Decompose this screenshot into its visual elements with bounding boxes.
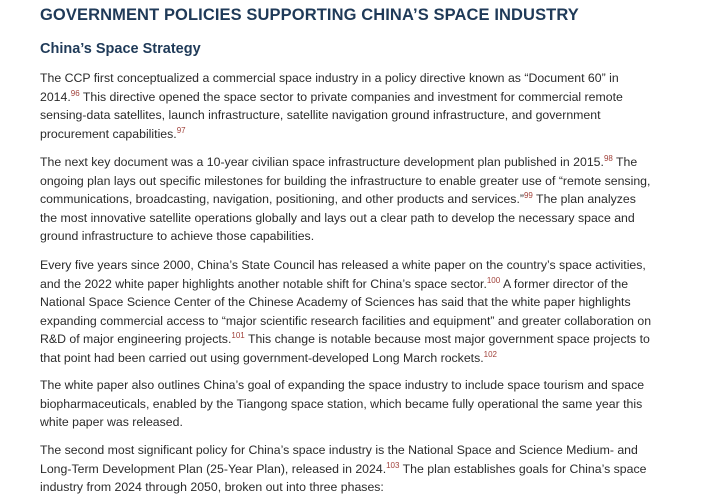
text-segment: industry from 2024 through 2050, broken out into three phases: bbox=[40, 480, 384, 495]
section-heading: GOVERNMENT POLICIES SUPPORTING CHINA’S SPACE INDUSTRY bbox=[40, 6, 579, 24]
text-segment: A former director of the bbox=[500, 276, 629, 291]
footnote-ref[interactable]: 102 bbox=[483, 349, 498, 359]
text-segment: This change is notable because most major government space projects to bbox=[244, 332, 650, 347]
text-segment: This directive opened the space sector to private companies and investment for commercial remote bbox=[79, 89, 623, 104]
text-segment: and the 2022 white paper highlights another notable shift for China’s space sector. bbox=[40, 276, 487, 291]
paragraph-3 bbox=[40, 256, 712, 368]
text-line bbox=[40, 376, 712, 395]
text-segment: National Space Science Center of the Chinese Academy of Sciences has said that the white paper highlights bbox=[40, 295, 631, 310]
text-line bbox=[40, 125, 712, 144]
text-segment: ongoing plan lays out specific milestones for building the infrastructure to enable greater use of “remote sensing, bbox=[40, 173, 651, 188]
text-line bbox=[40, 395, 712, 414]
text-segment: The second most significant policy for China’s space industry is the National Space and Science Medium- and bbox=[40, 443, 638, 457]
text-segment: 2014. bbox=[40, 89, 71, 104]
text-line bbox=[40, 153, 712, 172]
text-line bbox=[40, 190, 712, 209]
subsection-heading: China’s Space Strategy bbox=[40, 41, 201, 57]
text-segment: procurement capabilities. bbox=[40, 126, 177, 141]
text-segment: that point had been carried out using government-developed Long March rockets. bbox=[40, 350, 484, 365]
text-segment: white paper was released. bbox=[40, 415, 183, 430]
text-segment: The next key document was a 10-year civilian space infrastructure development plan published in 2015. bbox=[40, 155, 604, 169]
text-line bbox=[40, 256, 712, 275]
text-segment: expanding commercial access to “major scientific research facilities and equipment” and greater collaboration on bbox=[40, 313, 652, 328]
text-line bbox=[40, 172, 712, 191]
text-line bbox=[40, 349, 712, 368]
footnote-ref[interactable]: 100 bbox=[486, 275, 501, 285]
text-line bbox=[40, 88, 712, 107]
footnote-ref[interactable]: 98 bbox=[603, 154, 613, 163]
text-segment: The bbox=[612, 155, 638, 169]
text-segment: The CCP first conceptualized a commercial space industry in a policy directive known as “Document 60” in bbox=[40, 71, 619, 85]
text-line bbox=[40, 227, 712, 246]
text-segment: The plan establishes goals for China’s space bbox=[399, 461, 647, 476]
footnote-ref[interactable]: 96 bbox=[70, 88, 80, 98]
text-line bbox=[40, 460, 712, 479]
text-line bbox=[40, 330, 712, 349]
footnote-ref[interactable]: 101 bbox=[231, 331, 245, 341]
text-segment: The plan analyzes bbox=[532, 192, 636, 207]
text-line bbox=[40, 69, 712, 88]
text-line bbox=[40, 293, 712, 312]
text-segment: The white paper also outlines China’s goal of expanding the space industry to include space tourism and space bbox=[40, 378, 645, 392]
text-segment: the most innovative satellite operations globally and lays out a clear path to develop the necessary space and bbox=[40, 210, 635, 225]
paragraph-5 bbox=[40, 441, 712, 497]
text-segment: communications, broadcasting, navigation, positioning, and other products and services.” bbox=[40, 192, 524, 207]
text-segment: Long-Term Development Plan (25-Year Plan), released in 2024. bbox=[40, 461, 387, 476]
text-segment: Every five years since 2000, China’s State Council has released a white paper on the country’s space activities, bbox=[40, 258, 646, 272]
text-line bbox=[40, 106, 712, 125]
footnote-ref[interactable]: 97 bbox=[176, 125, 186, 135]
text-segment: biopharmaceuticals, enabled by the Tiangong space station, which became fully operational the same year this bbox=[40, 396, 643, 411]
footnote-ref[interactable]: 103 bbox=[386, 460, 400, 470]
text-segment: ground infrastructure to achieve those capabilities. bbox=[40, 229, 315, 244]
paragraph-4 bbox=[40, 376, 712, 432]
text-line bbox=[40, 478, 712, 497]
text-line bbox=[40, 413, 712, 432]
paragraph-2 bbox=[40, 153, 712, 246]
text-line bbox=[40, 275, 712, 294]
text-segment: sensing-data satellites, launch infrastructure, satellite navigation ground infrastructure, and government bbox=[40, 108, 601, 123]
text-segment: R&D of major engineering projects. bbox=[40, 332, 232, 347]
text-line bbox=[40, 209, 712, 228]
footnote-ref[interactable]: 99 bbox=[523, 191, 533, 201]
text-line bbox=[40, 312, 712, 331]
text-line bbox=[40, 441, 712, 460]
paragraph-1 bbox=[40, 69, 712, 143]
